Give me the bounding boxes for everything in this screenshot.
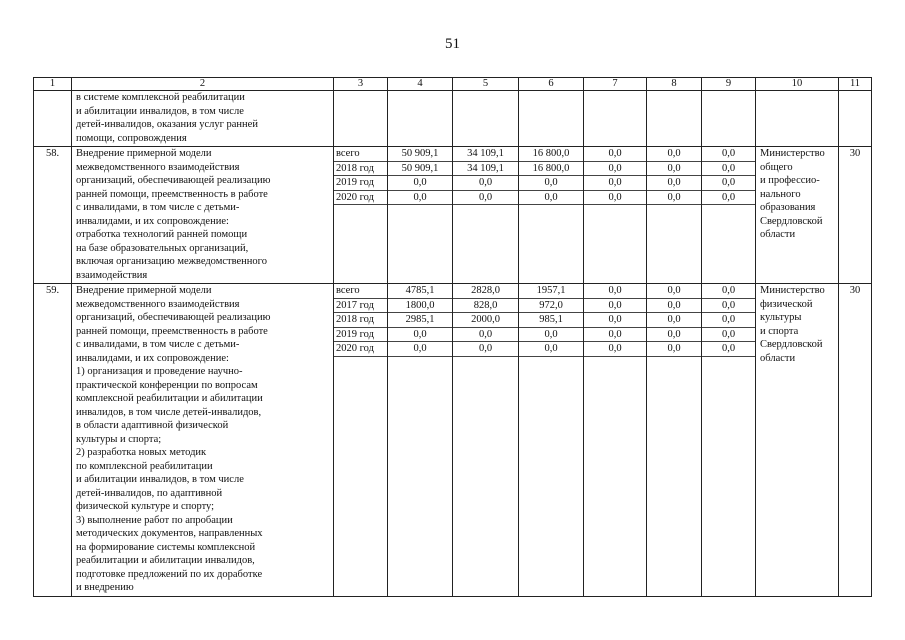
text-line: включая организацию межведомственного (76, 256, 267, 267)
row-description (72, 284, 334, 597)
text-line: и абилитации инвалидов, в том числе (76, 474, 244, 485)
value-cell: 0,0 (453, 342, 518, 357)
text-line: взаимодействия (76, 269, 148, 281)
text-line: Министерство (760, 285, 825, 296)
text-line: 3) выполнение работ по апробации (76, 514, 233, 526)
row-col5-values (453, 284, 519, 597)
value-cell: 0,0 (388, 191, 452, 206)
value-cell: 0,0 (702, 176, 755, 191)
text-line: на базе образовательных организаций, (76, 242, 249, 254)
header-cell-8: 8 (647, 78, 702, 91)
row-col6-values (519, 147, 584, 284)
value-cell: 2000,0 (453, 313, 518, 328)
table-row-58 (34, 147, 872, 284)
header-cell-6: 6 (519, 78, 584, 91)
header-cell-9: 9 (702, 78, 756, 91)
value-cell: 0,0 (388, 342, 452, 357)
value-cell: 0,0 (702, 342, 755, 357)
header-row (34, 78, 872, 91)
value-cell: 0,0 (647, 342, 701, 357)
row-col8-values (647, 147, 702, 284)
header-cell-4: 4 (388, 78, 453, 91)
value-cell: 0,0 (388, 176, 452, 191)
text-line: и спорта (760, 325, 799, 337)
text-line: области (760, 229, 796, 240)
text-line: культуры и спорта; (76, 433, 162, 445)
value-cell: 0,0 (584, 191, 646, 206)
header-cell-7: 7 (584, 78, 647, 91)
text-line: реабилитации и абилитации инвалидов, (76, 555, 255, 566)
text-line: подготовке предложений по их доработке (76, 568, 263, 580)
text-line: методических документов, направленных (76, 528, 263, 539)
text-line: физической культуре и спорту; (76, 501, 215, 512)
text-line: инвалидов, в том числе детей-инвалидов, (76, 406, 262, 418)
row-number: 58. (34, 147, 72, 284)
text-line: 1) организация и проведение научно- (76, 366, 243, 377)
text-line: Свердловской (760, 339, 823, 350)
row-years (334, 147, 388, 284)
value-cell: 0,0 (453, 328, 518, 343)
value-cell: 0,0 (702, 191, 755, 206)
text-line: культуры (760, 312, 802, 323)
row-col6-values (519, 284, 584, 597)
text-line: Свердловской (760, 215, 823, 227)
text-line: организаций, обеспечивающей реализацию (76, 312, 271, 323)
text-line: физической (760, 298, 813, 310)
value-cell: 0,0 (702, 299, 755, 314)
value-cell: 0,0 (519, 328, 583, 343)
row-col8-values (647, 284, 702, 597)
row-col7-values (584, 147, 647, 284)
row-col7-values (584, 284, 647, 597)
text-line: практической конференции по вопросам (76, 379, 258, 391)
year-label: 2018 год (334, 162, 387, 177)
year-label: 2019 год (334, 176, 387, 191)
text-line: инвалидами, и их сопровождение: (76, 352, 229, 364)
row-ministry (756, 284, 839, 597)
value-cell: 2985,1 (388, 313, 452, 328)
header-cell-2: 2 (72, 78, 334, 91)
value-cell: 50 909,1 (388, 162, 452, 177)
value-cell: 34 109,1 (453, 162, 518, 177)
value-cell: 0,0 (388, 328, 452, 343)
text-line: ранней помощи, преемственность в работе (76, 325, 268, 337)
value-cell: 0,0 (584, 284, 646, 299)
text-line: организаций, обеспечивающей реализацию (76, 175, 271, 186)
value-cell: 0,0 (584, 176, 646, 191)
value-cell: 0,0 (519, 342, 583, 357)
value-cell: 0,0 (702, 162, 755, 177)
text-line: по комплексной реабилитации (76, 460, 213, 472)
value-cell: 0,0 (702, 147, 755, 162)
year-label: 2018 год (334, 313, 387, 328)
value-cell: 0,0 (702, 313, 755, 328)
value-cell: 4785,1 (388, 284, 452, 299)
text-line: детей-инвалидов, по адаптивной (76, 487, 223, 499)
header-cell-3: 3 (334, 78, 388, 91)
value-cell: 0,0 (453, 191, 518, 206)
value-cell: 0,0 (584, 147, 646, 162)
value-cell: 0,0 (453, 176, 518, 191)
row-col9-values (702, 147, 756, 284)
table-row-59 (34, 284, 872, 597)
value-cell: 0,0 (584, 342, 646, 357)
text-line: и внедрению (76, 582, 134, 593)
text-line: в области адаптивной физической (76, 420, 229, 431)
page-number: 51 (445, 36, 460, 52)
value-cell: 0,0 (647, 328, 701, 343)
value-cell: 1957,1 (519, 284, 583, 299)
text-line: нального (760, 188, 801, 200)
row-years (334, 284, 388, 597)
value-cell: 0,0 (647, 299, 701, 314)
header-cell-1: 1 (34, 78, 72, 91)
value-cell: 0,0 (647, 162, 701, 177)
value-cell: 50 909,1 (388, 147, 452, 162)
value-cell: 828,0 (453, 299, 518, 314)
value-cell: 0,0 (519, 191, 583, 206)
row-ministry (756, 147, 839, 284)
value-cell: 34 109,1 (453, 147, 518, 162)
continuation-description (72, 91, 334, 147)
value-cell: 0,0 (584, 328, 646, 343)
description-line: детей-инвалидов, оказания услуг ранней (76, 119, 258, 130)
text-line: Министерство (760, 148, 825, 159)
description-line: и абилитации инвалидов, в том числе (76, 105, 244, 117)
text-line: образования (760, 202, 816, 213)
text-line: комплексной реабилитации и абилитации (76, 393, 263, 404)
header-cell-5: 5 (453, 78, 519, 91)
year-label: всего (334, 147, 387, 162)
text-line: Внедрение примерной модели (76, 148, 212, 159)
value-cell: 0,0 (584, 299, 646, 314)
value-cell: 985,1 (519, 313, 583, 328)
continuation-row (34, 91, 872, 147)
value-cell: 1800,0 (388, 299, 452, 314)
value-cell: 0,0 (647, 147, 701, 162)
value-cell: 0,0 (584, 162, 646, 177)
row-col9-values (702, 284, 756, 597)
text-line: общего (760, 161, 793, 173)
description-line: в системе комплексной реабилитации (76, 92, 245, 103)
row-number: 59. (34, 284, 72, 597)
year-label: 2019 год (334, 328, 387, 343)
text-line: с инвалидами, в том числе с детьми- (76, 202, 240, 213)
value-cell: 0,0 (702, 328, 755, 343)
text-line: Внедрение примерной модели (76, 285, 212, 296)
value-cell: 16 800,0 (519, 147, 583, 162)
row-col11: 30 (839, 147, 872, 284)
year-label: 2017 год (334, 299, 387, 314)
value-cell: 0,0 (647, 191, 701, 206)
year-label: всего (334, 284, 387, 299)
year-label: 2020 год (334, 342, 387, 357)
value-cell: 0,0 (519, 176, 583, 191)
text-line: инвалидами, и их сопровождение: (76, 215, 229, 227)
value-cell: 0,0 (584, 313, 646, 328)
value-cell: 16 800,0 (519, 162, 583, 177)
text-line: межведомственного взаимодействия (76, 161, 240, 173)
value-cell: 2828,0 (453, 284, 518, 299)
value-cell: 0,0 (647, 284, 701, 299)
text-line: межведомственного взаимодействия (76, 298, 240, 310)
text-line: области (760, 352, 796, 364)
text-line: ранней помощи, преемственность в работе (76, 188, 268, 200)
program-table (33, 77, 872, 597)
row-description (72, 147, 334, 284)
row-col5-values (453, 147, 519, 284)
value-cell: 0,0 (702, 284, 755, 299)
year-label: 2020 год (334, 191, 387, 206)
text-line: и профессио- (760, 175, 820, 186)
row-col4-values (388, 284, 453, 597)
row-col4-values (388, 147, 453, 284)
value-cell: 0,0 (647, 176, 701, 191)
header-cell-10: 10 (756, 78, 839, 91)
value-cell: 0,0 (647, 313, 701, 328)
text-line: на формирование системы комплексной (76, 541, 256, 553)
value-cell: 972,0 (519, 299, 583, 314)
text-line: с инвалидами, в том числе с детьми- (76, 339, 240, 350)
row-col11: 30 (839, 284, 872, 597)
description-line: помощи, сопровождения (76, 132, 187, 144)
text-line: 2) разработка новых методик (76, 447, 207, 458)
text-line: отработка технологий ранней помощи (76, 229, 248, 240)
header-cell-11: 11 (839, 78, 872, 91)
